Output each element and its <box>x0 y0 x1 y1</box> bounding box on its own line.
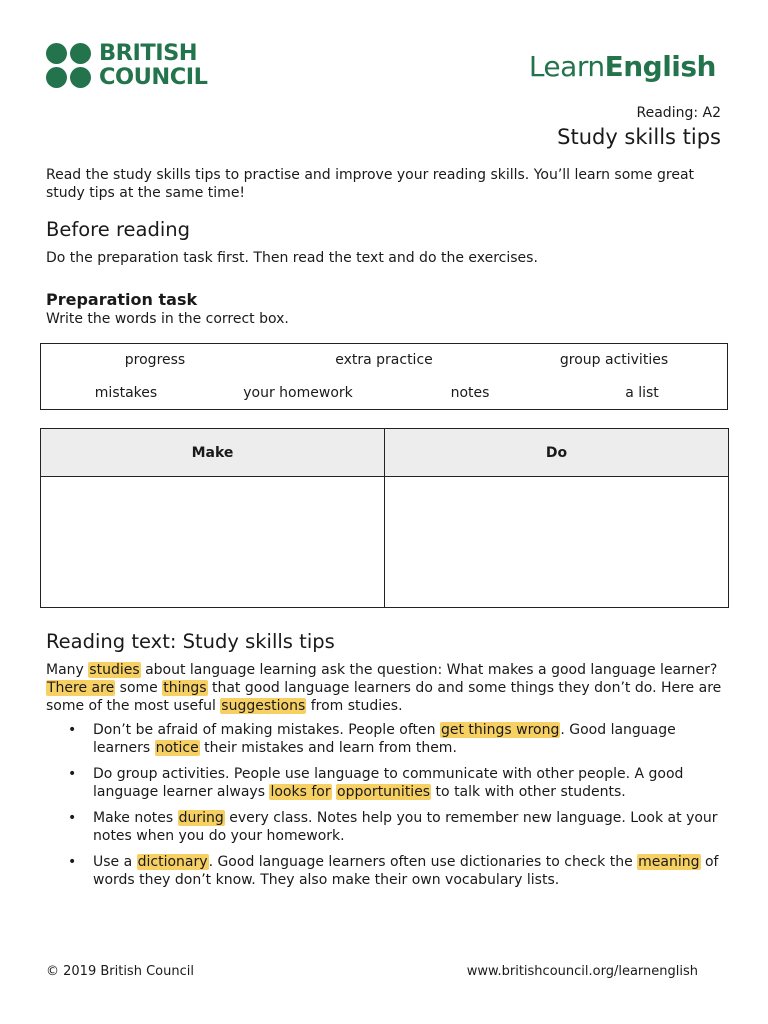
wordmark-line1: BRITISH <box>99 40 198 66</box>
footer-url: www.britishcouncil.org/learnenglish <box>466 964 698 979</box>
tip-item <box>93 809 722 845</box>
text-run: . Good language learners <box>93 722 676 756</box>
make-answer-cell[interactable] <box>41 477 385 608</box>
text-run: of words they don’t know. They also make their own vocabulary lists. <box>93 854 719 888</box>
tip-item <box>93 765 722 801</box>
highlighted-word: get things wrong <box>440 722 560 738</box>
logo-learn: Learn <box>528 50 605 83</box>
highlighted-word: looks for <box>270 784 331 800</box>
before-reading-heading: Before reading <box>46 218 191 241</box>
text-run: from studies. <box>306 698 403 714</box>
word-box <box>40 343 728 410</box>
word-item: progress <box>124 352 186 368</box>
tips-list <box>46 721 722 889</box>
text-run: that good language learners do and some things they don’t do. Here are some of the most useful <box>46 680 722 714</box>
word-item: extra practice <box>335 352 433 368</box>
highlighted-word: opportunities <box>337 784 431 800</box>
highlighted-word: suggestions <box>221 698 306 714</box>
text-run: Use a <box>93 854 137 870</box>
logo-english: English <box>604 50 716 83</box>
word-item: a list <box>625 385 659 401</box>
level-label: Reading: A2 <box>636 105 721 121</box>
text-run: to talk with other students. <box>431 784 626 800</box>
word-item: notes <box>450 385 490 401</box>
learnenglish-logo <box>529 50 716 83</box>
british-council-dots-icon <box>46 43 92 89</box>
text-run: Do group activities. People use language to communicate with other people. A good language learner always <box>93 766 684 800</box>
word-item: group activities <box>559 352 669 368</box>
tip-item <box>93 853 722 889</box>
preparation-instruction: Write the words in the correct box. <box>46 311 289 327</box>
highlighted-word: during <box>178 810 224 826</box>
reading-paragraph <box>46 661 722 715</box>
highlighted-word: meaning <box>638 854 700 870</box>
text-run: Make notes <box>93 810 178 826</box>
word-item: your homework <box>243 385 353 401</box>
do-column-header: Do <box>385 429 729 477</box>
text-run: . Good language learners often use dictionaries to check the <box>208 854 638 870</box>
highlighted-word: studies <box>89 662 140 678</box>
text-run: Don’t be afraid of making mistakes. People often <box>93 722 440 738</box>
before-reading-text: Do the preparation task first. Then read the text and do the exercises. <box>46 250 538 266</box>
tip-item <box>93 721 722 757</box>
highlighted-word: dictionary <box>137 854 208 870</box>
make-column-header: Make <box>41 429 385 477</box>
preparation-heading: Preparation task <box>46 290 198 309</box>
highlighted-word: notice <box>155 740 199 756</box>
highlighted-word: There are <box>47 680 115 696</box>
highlighted-word: things <box>163 680 207 696</box>
wordmark-line2: COUNCIL <box>99 64 208 90</box>
text-run: Many <box>46 662 89 678</box>
text-run: their mistakes and learn from them. <box>199 740 457 756</box>
british-council-wordmark <box>99 41 207 89</box>
page-title: Study skills tips <box>557 125 721 149</box>
footer-copyright: © 2019 British Council <box>46 964 194 979</box>
reading-text <box>46 661 722 897</box>
make-do-table <box>40 428 729 608</box>
text-run: every class. Notes help you to remember new language. Look at your notes when you do your homework. <box>93 810 718 844</box>
word-item: mistakes <box>94 385 158 401</box>
text-run: about language learning ask the question: What makes a good language learner? <box>140 662 718 678</box>
text-run: some <box>115 680 163 696</box>
reading-heading: Reading text: Study skills tips <box>46 630 335 653</box>
intro-text: Read the study skills tips to practise and improve your reading skills. You’ll learn some great study tips at the same time! <box>46 167 695 201</box>
do-answer-cell[interactable] <box>385 477 729 608</box>
british-council-logo <box>46 40 216 90</box>
